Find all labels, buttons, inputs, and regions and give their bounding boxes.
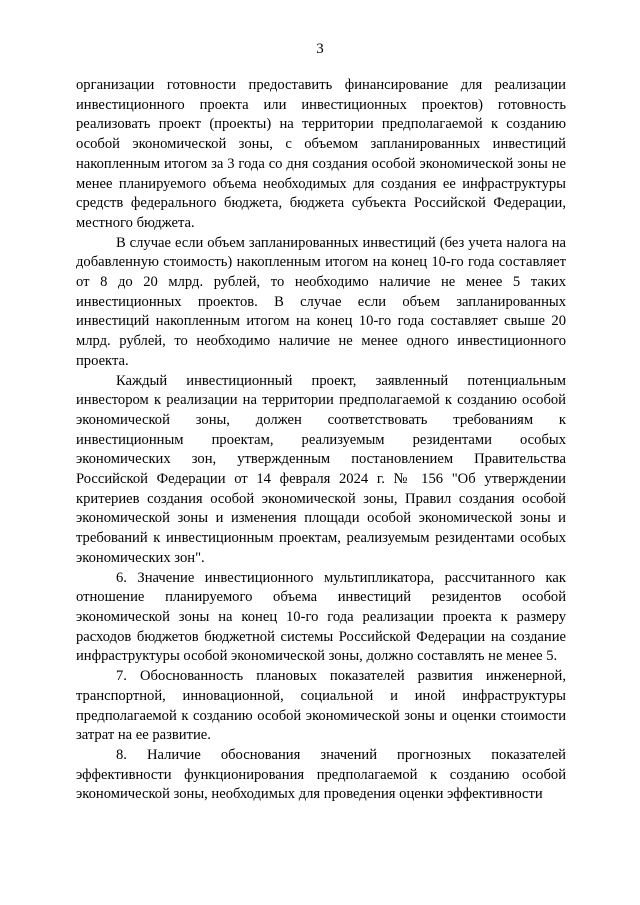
paragraph-item-7: 7. Обоснованность плановых показателей развития инженерной, транспортной, инновационной, социальной и иной инфраструктуры предполагаемой к созданию особой экономической зоны и оценки стоимости затрат на ее развитие. — [76, 668, 566, 744]
paragraph-continuation: организации готовности предоставить финансирование для реализации инвестиционного проекта или инвестиционных проектов) готовность реализовать проект (проекты) на территории предполагаемой к созданию особой экономической зоны, с объемом запланированных инвестиций накопленным итогом за 3 года со дня создания особой экономической зоны не менее планируемого объема необходимых для создания ее инфраструктуры средств федерального бюджета, бюджета субъекта Российской Федерации, местного бюджета. — [76, 77, 566, 231]
document-body — [76, 76, 566, 805]
paragraph-item-8: 8. Наличие обоснования значений прогнозных показателей эффективности функционирования предполагаемой к созданию особой экономической зоны, необходимых для проведения оценки эффективности — [76, 746, 566, 803]
paragraph-item-6: 6. Значение инвестиционного мультипликатора, рассчитанного как отношение планируемого объема инвестиций резидентов особой экономической зоны на конец 10-го года реализации проекта к размеру расходов бюджетов бюджетной системы Российской Федерации на создание инфраструктуры особой экономической зоны, должно составлять не менее 5. — [76, 569, 566, 665]
page-number: 3 — [316, 41, 324, 57]
paragraph-investment-volume: В случае если объем запланированных инвестиций (без учета налога на добавленную стоимость) накопленным итогом на конец 10-го года составляет от 8 до 20 млрд. рублей, то необходимо наличие не менее 5 таких инвестиционных проектов. В случае если объем запланированных инвестиций накопленным итогом на конец 10-го года составляет свыше 20 млрд. рублей, то необходимо наличие не менее одного инвестиционного проекта. — [76, 234, 566, 369]
paragraph-each-project: Каждый инвестиционный проект, заявленный потенциальным инвестором к реализации на территории предполагаемой к созданию особой экономической зоны, должен соответствовать требованиям к инвестиционным проектам, реализуемым резидентами особых экономических зон, утвержденным постановлением Правительства Российской Федерации от 14 февраля 2024 г. № 156 "Об утверждении критериев создания особой экономической зоны, Правил создания особой экономической зоны и изменения площади особой экономической зоны и требований к инвестиционным проектам, реализуемым резидентами особых экономических зон". — [76, 372, 566, 566]
